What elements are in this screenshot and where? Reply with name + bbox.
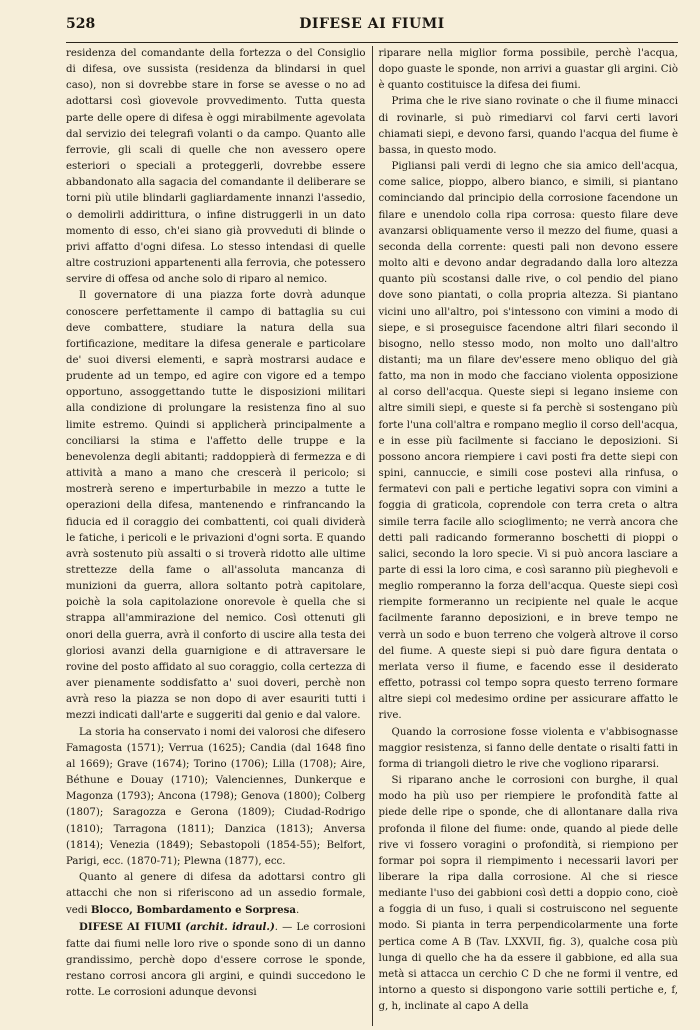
xref-end: . — [295, 905, 300, 917]
paragraph: Prima che le rive siano rovinate o che il fiume minacci di rovinarle, si può rimediarvi col farvi certi lavori chiamati siepi, e devono farsi, quando l'acqua del fiume è bassa, in questo modo. — [378, 96, 678, 156]
dictionary-entry — [66, 919, 366, 1001]
right-column — [373, 46, 679, 1026]
paragraph: riparare nella miglior forma possibile, perchè l'acqua, dopo guaste le sponde, non arrivi a guastar gli argini. Ciò è quanto costituisce la difesa dei fiumi. — [378, 48, 678, 92]
paragraph: Quando la corrosione fosse violenta e v'abbisognasse maggior resistenza, si fanno delle dentate o risalti fatti in forma di triangoli dietro le rive che vogliono ripararsi. — [378, 726, 678, 770]
paragraph: Si riparano anche le corrosioni con burghe, il qual modo ha più uso per riempiere le profondità fatte al piede delle ripe o sponde, che di allontanare dalla riva profonda il filone del fiume: onde, quando al piede delle rive vi fossero voragini o profondità, si riempiono per formar poi sopra il riempimento i necessarii lavori per liberare la ripa dalla corrosione. Al che si riesce mediante l'uso dei gabbioni così detti a doppio cono, cioè a foggia di un fuso, i quali si costruiscono nel seguente modo. Si pianta in terra perpendicolarmente una forte pertica come A B (Tav. LXXVII, fig. 3), qualche cosa più lunga di quello che ha da essere il gabbione, ed alla sua metà si attacca un cerchio C D che ne formi il ventre, ed intorno a questo si dispongono varie sottili pertiche e, f, g, h, inclinate al capo A della — [378, 775, 678, 1013]
running-head: DIFESE AI FIUMI — [299, 16, 445, 32]
paragraph: La storia ha conservato i nomi dei valorosi che difesero Famagosta (1571); Verrua (1625); Candia (dal 1648 fino al 1669); Grave (1674); Torino (1706); Lilla (1708); Aire, Béthune e Douay (1710); Valenciennes, Dunkerque e Magonza (1793); Ancona (1798); Genova (1800); Colberg (1807); Saragozza e Gerona (1809); Ciudad-Rodrigo (1810); Tarragona (1811); Danzica (1813); Anversa (1814); Venezia (1849); Sebastopoli (1854-55); Belfort, Parigi, ecc. (1870-71); Plewna (1877), ecc. — [66, 726, 366, 867]
entry-text: . — Le corrosioni fatte dai fiumi nelle loro rive o sponde sono di un danno grandissimo, perchè dopo d'essere corrose le sponde, restano corrosi ancora gli argini, e quindi succedono le rotte. Le corrosioni adunque devonsi — [66, 922, 366, 999]
page-number: 528 — [66, 16, 96, 32]
cross-reference-paragraph — [66, 870, 366, 919]
two-column-body — [66, 46, 678, 1026]
paragraph: Pigliansi pali verdi di legno che sia amico dell'acqua, come salice, pioppo, albero bianco, e simili, si piantano cominciando dal principio della corrosione facendone un filare e unendolo colla ripa corrosa: questo filare deve avanzarsi obliquamente verso il mezzo del fiume, quasi a seconda della corrente: questi pali non devono essere molto alti e devono andar degradando dalla loro altezza quanto più scostansi dalle rive, o col pendio del piano dove sono piantati, o colla propria altezza. Si piantano vicini uno all'altro, poi s'intessono con vimini a modo di siepe, e si proseguisce facendone altri filari secondo il bisogno, nello stesso modo, non molto uno dall'altro distanti; ma un filare dev'essere meno obliquo del già fatto, ma non in modo che facciano violenta opposizione al corso dell'acqua. Queste siepi si legano insieme con altre simili siepi, e queste si fa perchè si sostengano più forte l'una coll'altra e rompano meglio il corso dell'acqua, e in esse più facilmente si facciano le deposizioni. Si possono ancora riempiere i cavi posti fra dette siepi con spini, cannuccie, e simili cose postevi alla rinfusa, o fermatevi con pali e pertiche legativi sopra con vimini a foggia di graticola, coprendole con terra creta o altra simile terra facile allo scioglimento; ne verrà ancora che detti pali radicando formeranno boschetti di pioppi o salici, secondo la loro specie. Vi si può ancora lasciare a parte di essi la loro cima, e così saranno più pieghevoli e meglio romperanno la forza dell'acqua. Queste siepi così riempite formeranno un recipiente nel quale le acque facilmente faranno deposizioni, e in breve tempo ne verrà un sodo e buon terreno che volgerà altrove il corso del fiume. A queste siepi si può dare figura dentata o merlata verso il fiume, e facendo esse il desiderato effetto, potrassi col tempo sopra questo terreno formare altre siepi col medesimo ordine per assicurare affatto le rive. — [378, 161, 678, 722]
xref-entries: Blocco, Bombardamento e Sorpresa — [90, 904, 296, 917]
paragraph: residenza del comandante della fortezza o del Consiglio di difesa, ove sussista (residenza da blindarsi in quel caso), non si dovrebbe stare in forse se avesse o no ad adottarsi così giovevole provvedimento. Tutta questa parte delle opere di difesa è oggi mirabilmente agevolata dal servizio dei telegrafi volanti o da campo. Quanto alle ferrovie, gli scali di quelle che non avessero opere esteriori o speciali a proteggerli, dovrebbe essere abbandonato alla sagacia del comandante il deliberare se torni più utile blindarli gagliardamente innanzi l'assedio, o demolirli addirittura, o infine distruggerli in un dato momento di esso, ch'ei siano già provveduti di blinde o privi affatto d'ogni difesa. Lo stesso intendasi di quelle altre costruzioni appartenenti alla ferrovia, che potessero servire di offesa od anche solo di riparo al nemico. — [66, 48, 366, 286]
page-header — [66, 16, 678, 43]
xref-text: Quanto al genere di difesa da adottarsi contro gli attacchi che non si riferiscono ad un assedio formale, vedi — [66, 871, 366, 917]
entry-qualifier: (archit. idraul.) — [185, 921, 275, 934]
left-column — [66, 46, 372, 1026]
paragraph: Il governatore di una piazza forte dovrà adunque conoscere perfettamente il campo di battaglia su cui deve combattere, studiare la natura della sua fortificazione, meditare la difesa generale e particolare de' suoi diversi elementi, e saprà mostrarsi audace e prudente ad un tempo, ed agire con vigore ed a tempo opportuno, assoggettando tutte le disposizioni militari alla condizione di prolungare la resistenza fino al suo limite estremo. Quindi si applicherà principalmente a conciliarsi la stima e l'affetto delle truppe e la benevolenza degli abitanti; raddoppierà di fermezza e di attività a mano a mano che crescerà il pericolo; si mostrerà sereno e imperturbabile in mezzo a tutte le operazioni della difesa, mantenendo e rinfrancando la fiducia ed il coraggio dei combattenti, coi quali dividerà le fatiche, i pericoli e le privazioni d'ogni sorta. E quando avrà sostenuto più assalti o si troverà ridotto alle ultime strettezze della fame o all'assoluta mancanza di munizioni da guerra, allora soltanto potrà capitolare, poichè la sola capitolazione onorevole è quella che si strappa all'ammirazione del nemico. Così ottenuti gli onori della guerra, avrà il conforto di uscire alla testa dei gloriosi avanzi della guarnigione e di attraversare le rovine del posto affidato al suo coraggio, colla certezza di aver pienamente soddisfatto a' suoi doveri, perchè non avrà reso la piazza se non dopo di aver esauriti tutti i mezzi indicati dall'arte e suggeriti dal genio e dal valore. — [66, 290, 366, 722]
entry-headword: DIFESE AI FIUMI — [79, 921, 182, 934]
